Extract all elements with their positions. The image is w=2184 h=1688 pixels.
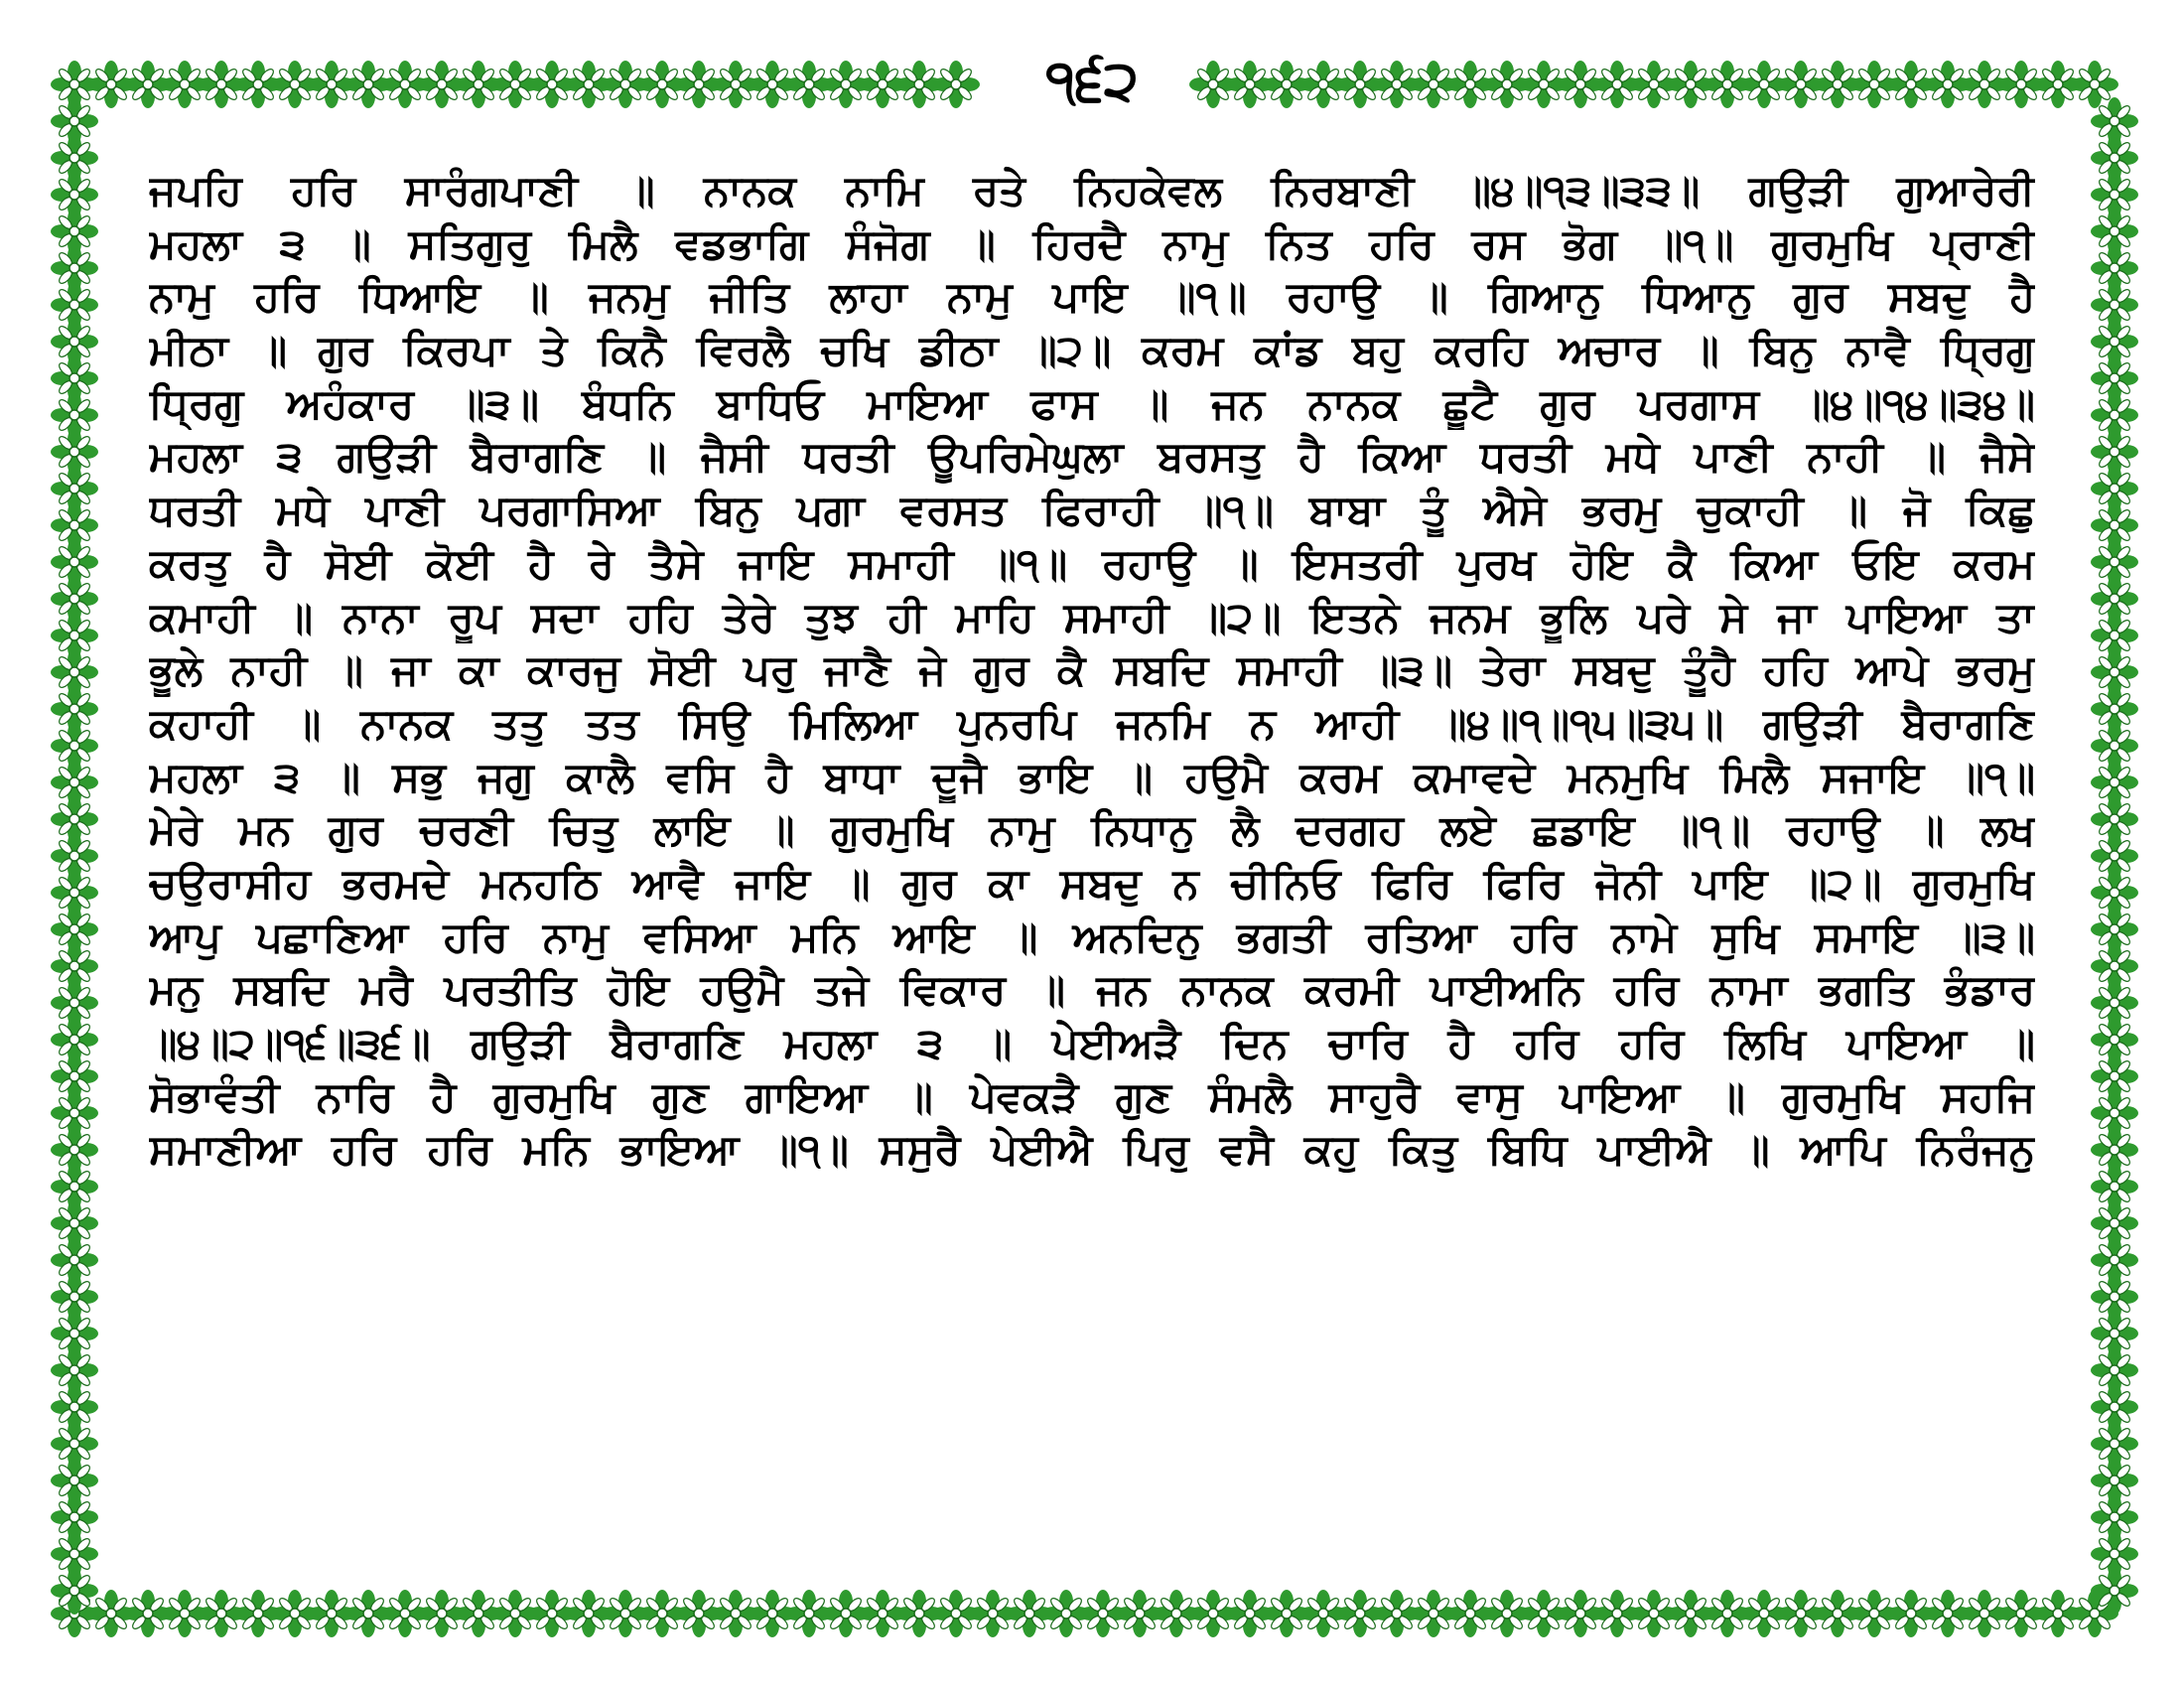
scripture-text xyxy=(149,164,2035,1584)
text-line: ਕਮਾਹੀ ॥ ਨਾਨਾ ਰੂਪ ਸਦਾ ਹਹਿ ਤੇਰੇ ਤੁਝ ਹੀ ਮਾਹਿ ਸਮਾਹੀ ॥੨॥ ਇਤਨੇ ਜਨਮ ਭੂਲਿ ਪਰੇ ਸੇ ਜਾ ਪਾਇਆ ਤਾ xyxy=(149,592,2035,641)
text-line: ਸੋਭਾਵੰਤੀ ਨਾਰਿ ਹੈ ਗੁਰਮੁਖਿ ਗੁਣ ਗਾਇਆ ॥ ਪੇਵਕੜੈ ਗੁਣ ਸੰਮਲੈ ਸਾਹੁਰੈ ਵਾਸੁ ਪਾਇਆ ॥ ਗੁਰਮੁਖਿ ਸਹਜਿ xyxy=(149,1071,2035,1121)
text-line: ਧਰਤੀ ਮਧੇ ਪਾਣੀ ਪਰਗਾਸਿਆ ਬਿਨੁ ਪਗਾ ਵਰਸਤ ਫਿਰਾਹੀ ॥੧॥ ਬਾਬਾ ਤੂੰ ਐਸੇ ਭਰਮੁ ਚੁਕਾਹੀ ॥ ਜੋ ਕਿਛੁ xyxy=(149,486,2035,535)
text-line: ਨਾਮੁ ਹਰਿ ਧਿਆਇ ॥ ਜਨਮੁ ਜੀਤਿ ਲਾਹਾ ਨਾਮੁ ਪਾਇ ॥੧॥ ਰਹਾਉ ॥ ਗਿਆਨੁ ਧਿਆਨੁ ਗੁਰ ਸਬਦੁ ਹੈ xyxy=(149,272,2035,322)
text-line: ਚਉਰਾਸੀਹ ਭਰਮਦੇ ਮਨਹਠਿ ਆਵੈ ਜਾਇ ॥ ਗੁਰ ਕਾ ਸਬਦੁ ਨ ਚੀਨਿਓ ਫਿਰਿ ਫਿਰਿ ਜੋਨੀ ਪਾਇ ॥੨॥ ਗੁਰਮੁਖਿ xyxy=(149,858,2035,908)
text-line: ॥੪॥੨॥੧੬॥੩੬॥ ਗਉੜੀ ਬੈਰਾਗਣਿ ਮਹਲਾ ੩ ॥ ਪੇਈਅੜੈ ਦਿਨ ਚਾਰਿ ਹੈ ਹਰਿ ਹਰਿ ਲਿਖਿ ਪਾਇਆ ॥ xyxy=(149,1019,2035,1067)
text-line: ਆਪੁ ਪਛਾਣਿਆ ਹਰਿ ਨਾਮੁ ਵਸਿਆ ਮਨਿ ਆਇ ॥ ਅਨਦਿਨੁ ਭਗਤੀ ਰਤਿਆ ਹਰਿ ਨਾਮੇ ਸੁਖਿ ਸਮਾਇ ॥੩॥ xyxy=(149,912,2035,961)
text-line: ਕਰਤੁ ਹੈ ਸੋਈ ਕੋਈ ਹੈ ਰੇ ਤੈਸੇ ਜਾਇ ਸਮਾਹੀ ॥੧॥ ਰਹਾਉ ॥ ਇਸਤਰੀ ਪੁਰਖ ਹੋਇ ਕੈ ਕਿਆ ਓਇ ਕਰਮ xyxy=(149,538,2035,588)
text-line: ਕਹਾਹੀ ॥ ਨਾਨਕ ਤਤੁ ਤਤ ਸਿਉ ਮਿਲਿਆ ਪੁਨਰਪਿ ਜਨਮਿ ਨ ਆਹੀ ॥੪॥੧॥੧੫॥੩੫॥ ਗਉੜੀ ਬੈਰਾਗਣਿ xyxy=(149,698,2035,748)
text-line: ਮੇਰੇ ਮਨ ਗੁਰ ਚਰਣੀ ਚਿਤੁ ਲਾਇ ॥ ਗੁਰਮੁਖਿ ਨਾਮੁ ਨਿਧਾਨੁ ਲੈ ਦਰਗਹ ਲਏ ਛਡਾਇ ॥੧॥ ਰਹਾਉ ॥ ਲਖ xyxy=(149,805,2035,855)
text-line: ਸਮਾਣੀਆ ਹਰਿ ਹਰਿ ਮਨਿ ਭਾਇਆ ॥੧॥ ਸਸੁਰੈ ਪੇਈਐ ਪਿਰੁ ਵਸੈ ਕਹੁ ਕਿਤੁ ਬਿਧਿ ਪਾਈਐ ॥ ਆਪਿ ਨਿਰੰਜਨੁ xyxy=(149,1125,2035,1175)
text-line: ਜਪਹਿ ਹਰਿ ਸਾਰੰਗਪਾਣੀ ॥ ਨਾਨਕ ਨਾਮਿ ਰਤੇ ਨਿਹਕੇਵਲ ਨਿਰਬਾਣੀ ॥੪॥੧੩॥੩੩॥ ਗਉੜੀ ਗੁਆਰੇਰੀ xyxy=(149,166,2035,214)
page-number: ੧੬੨ xyxy=(1003,42,1181,121)
text-line: ਭੂਲੇ ਨਾਹੀ ॥ ਜਾ ਕਾ ਕਾਰਜੁ ਸੋਈ ਪਰੁ ਜਾਣੈ ਜੇ ਗੁਰ ਕੈ ਸਬਦਿ ਸਮਾਹੀ ॥੩॥ ਤੇਰਾ ਸਬਦੁ ਤੂੰਹੈ ਹਹਿ ਆਪੇ ਭਰਮੁ xyxy=(149,645,2035,695)
text-line: ਮੀਠਾ ॥ ਗੁਰ ਕਿਰਪਾ ਤੇ ਕਿਨੈ ਵਿਰਲੈ ਚਖਿ ਡੀਠਾ ॥੨॥ ਕਰਮ ਕਾਂਡ ਬਹੁ ਕਰਹਿ ਅਚਾਰ ॥ ਬਿਨੁ ਨਾਵੈ ਧ੍ਰਿਗੁ xyxy=(149,326,2035,375)
text-line: ਮਹਲਾ ੩ ਗਉੜੀ ਬੈਰਾਗਣਿ ॥ ਜੈਸੀ ਧਰਤੀ ਊਪਰਿਮੇਘੁਲਾ ਬਰਸਤੁ ਹੈ ਕਿਆ ਧਰਤੀ ਮਧੇ ਪਾਣੀ ਨਾਹੀ ॥ ਜੈਸੇ xyxy=(149,432,2035,482)
text-line: ਮਨੁ ਸਬਦਿ ਮਰੈ ਪਰਤੀਤਿ ਹੋਇ ਹਉਮੈ ਤਜੇ ਵਿਕਾਰ ॥ ਜਨ ਨਾਨਕ ਕਰਮੀ ਪਾਈਅਨਿ ਹਰਿ ਨਾਮਾ ਭਗਤਿ ਭੰਡਾਰ xyxy=(149,965,2035,1015)
text-line: ਮਹਲਾ ੩ ॥ ਸਤਿਗੁਰੁ ਮਿਲੈ ਵਡਭਾਗਿ ਸੰਜੋਗ ॥ ਹਿਰਦੈ ਨਾਮੁ ਨਿਤ ਹਰਿ ਰਸ ਭੋਗ ॥੧॥ ਗੁਰਮੁਖਿ ਪ੍ਰਾਣੀ xyxy=(149,218,2035,268)
border-flower xyxy=(932,61,980,108)
text-line: ਮਹਲਾ ੩ ॥ ਸਭੁ ਜਗੁ ਕਾਲੈ ਵਸਿ ਹੈ ਬਾਧਾ ਦੂਜੈ ਭਾਇ ॥ ਹਉਮੈ ਕਰਮ ਕਮਾਵਦੇ ਮਨਮੁਖਿ ਮਿਲੈ ਸਜਾਇ ॥੧॥ xyxy=(149,752,2035,801)
text-line: ਧ੍ਰਿਗੁ ਅਹੰਕਾਰ ॥੩॥ ਬੰਧਨਿ ਬਾਧਿਓ ਮਾਇਆ ਫਾਸ ॥ ਜਨ ਨਾਨਕ ਛੂਟੈ ਗੁਰ ਪਰਗਾਸ ॥੪॥੧੪॥੩੪॥ xyxy=(149,378,2035,428)
